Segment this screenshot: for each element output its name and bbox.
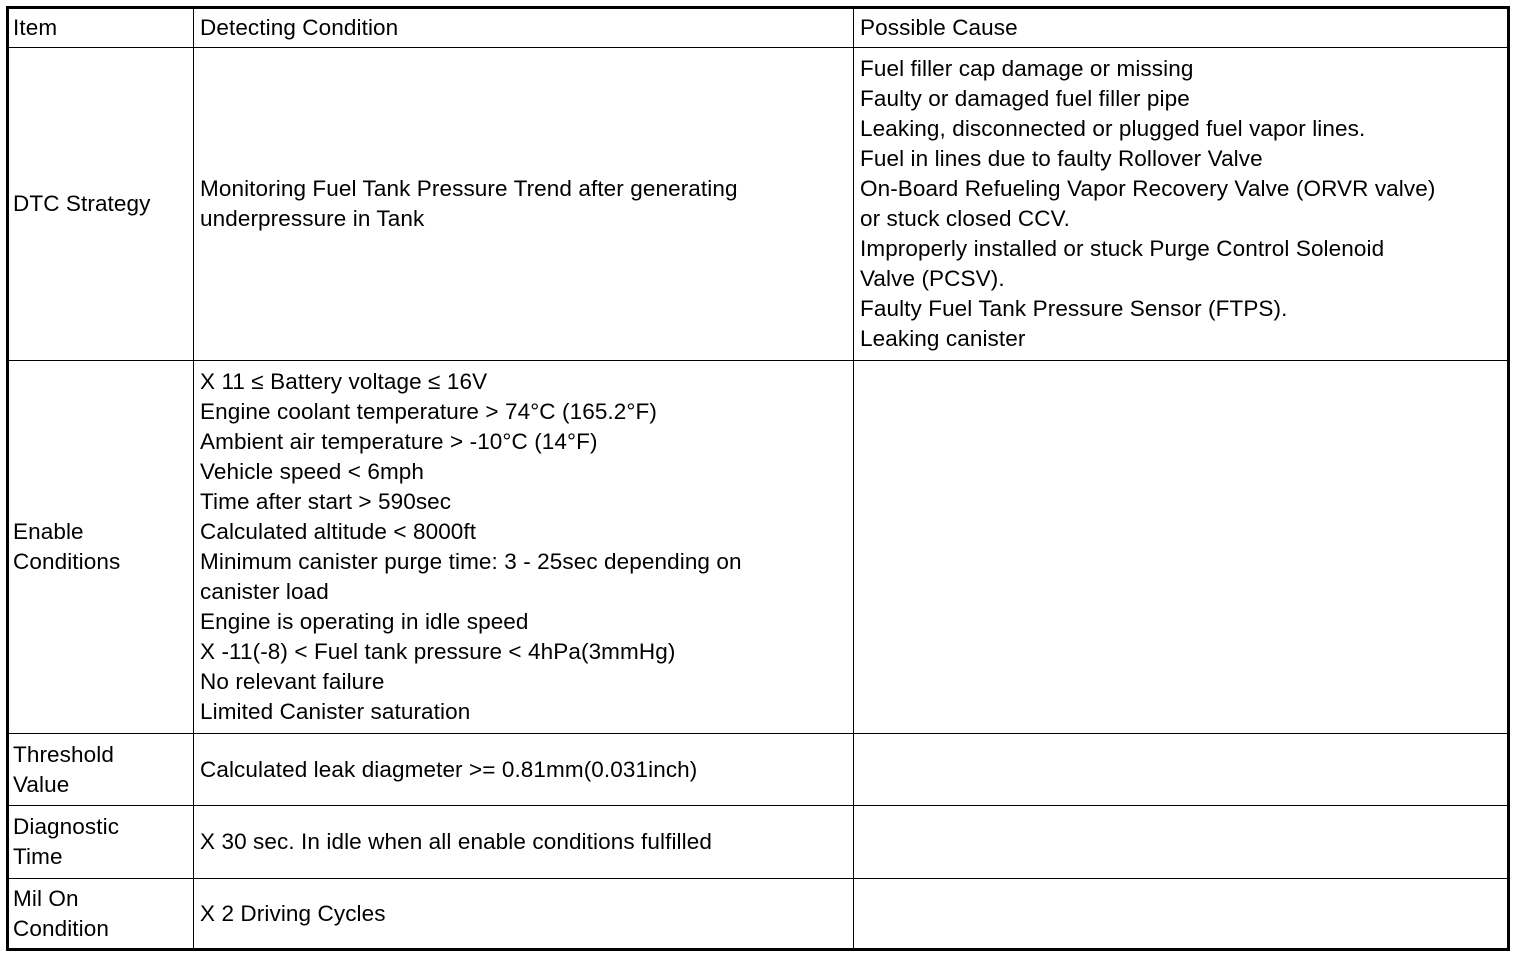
cause-cell <box>854 361 1509 734</box>
detecting-cell <box>194 879 854 950</box>
cause-cell <box>854 879 1509 950</box>
cause-line: Leaking canister <box>860 326 1026 351</box>
detecting-line: No relevant failure <box>200 669 385 694</box>
item-label: Enable <box>13 519 84 544</box>
header-row <box>8 8 1509 48</box>
item-cell <box>8 48 194 361</box>
detecting-line: Engine is operating in idle speed <box>200 609 529 634</box>
cause-line: Leaking, disconnected or plugged fuel vapor lines. <box>860 116 1366 141</box>
table-row-enable-conditions <box>8 361 1509 734</box>
item-cell <box>8 879 194 950</box>
detecting-line: Limited Canister saturation <box>200 699 471 724</box>
detecting-line: X -11(-8) < Fuel tank pressure < 4hPa(3mmHg) <box>200 639 676 664</box>
table-row-dtc-strategy <box>8 48 1509 361</box>
detecting-line: Monitoring Fuel Tank Pressure Trend after generating <box>200 176 738 201</box>
header-item: Item <box>8 8 194 48</box>
detecting-line: underpressure in Tank <box>200 206 425 231</box>
cause-cell <box>854 806 1509 879</box>
item-label: Time <box>13 844 63 869</box>
header-possible-cause: Possible Cause <box>854 8 1509 48</box>
item-label: Threshold <box>13 741 114 767</box>
cause-cell <box>854 734 1509 806</box>
cause-line: Fuel filler cap damage or missing <box>860 56 1194 81</box>
detecting-line: X 30 sec. In idle when all enable conditions fulfilled <box>200 829 712 854</box>
cause-line: Faulty Fuel Tank Pressure Sensor (FTPS). <box>860 296 1288 321</box>
item-label: Diagnostic <box>13 814 120 839</box>
detecting-line: Engine coolant temperature > 74°C (165.2°F) <box>200 399 657 424</box>
detecting-line: X 2 Driving Cycles <box>200 900 386 926</box>
item-label: Mil On <box>13 885 79 911</box>
detecting-line: Vehicle speed < 6mph <box>200 459 425 484</box>
detecting-cell <box>194 48 854 361</box>
cause-line: Fuel in lines due to faulty Rollover Valve <box>860 146 1263 171</box>
item-cell <box>8 361 194 734</box>
detecting-line: Time after start > 590sec <box>200 489 452 514</box>
table-row-threshold-value <box>8 734 1509 806</box>
cause-line: Faulty or damaged fuel filler pipe <box>860 86 1190 111</box>
detecting-line: Calculated leak diagmeter >= 0.81mm(0.031inch) <box>200 756 698 782</box>
item-label: Conditions <box>13 549 121 574</box>
cause-line: or stuck closed CCV. <box>860 206 1071 231</box>
cause-line: Valve (PCSV). <box>860 266 1005 291</box>
item-cell <box>8 734 194 806</box>
cause-line: Improperly installed or stuck Purge Control Solenoid <box>860 236 1385 261</box>
detecting-line: Calculated altitude < 8000ft <box>200 519 477 544</box>
cause-cell <box>854 48 1509 361</box>
detecting-line: Ambient air temperature > -10°C (14°F) <box>200 429 598 454</box>
cause-line: On-Board Refueling Vapor Recovery Valve (ORVR valve) <box>860 176 1436 201</box>
item-label: DTC Strategy <box>13 191 151 216</box>
detecting-line: canister load <box>200 579 329 604</box>
item-label: Value <box>13 771 70 797</box>
table-row-diagnostic-time <box>8 806 1509 879</box>
table-row-mil-on-condition <box>8 879 1509 950</box>
item-label: Condition <box>13 915 109 941</box>
detecting-cell <box>194 734 854 806</box>
dtc-condition-table <box>6 6 1510 951</box>
detecting-line: Minimum canister purge time: 3 - 25sec depending on <box>200 549 742 574</box>
item-cell <box>8 806 194 879</box>
header-detecting-condition: Detecting Condition <box>194 8 854 48</box>
detecting-cell <box>194 361 854 734</box>
detecting-cell <box>194 806 854 879</box>
detecting-line: X 11 ≤ Battery voltage ≤ 16V <box>200 369 488 394</box>
